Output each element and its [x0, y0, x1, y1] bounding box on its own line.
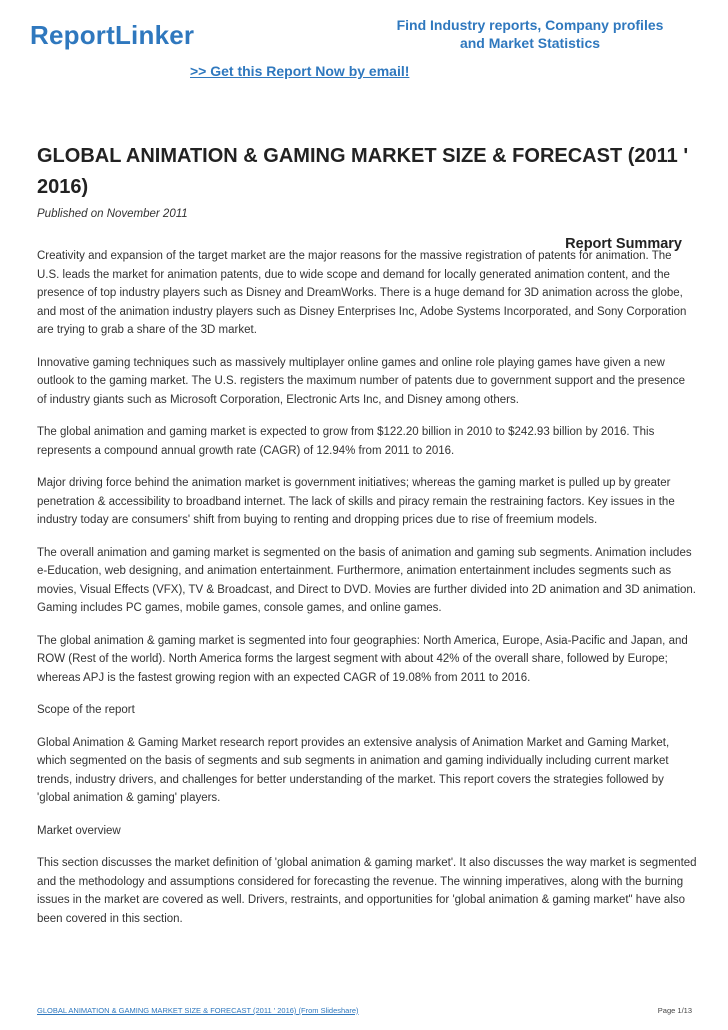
paragraph-geographies: The global animation & gaming market is segmented into four geographies: North America, Europe, Asia-Pacific and Japan, and ROW (Rest of the world). North America forms the largest segment with about 42% of the overall share, followed by Europe; whereas APJ is the fastest growing region with an expected CAGR of 19.08% from 2011 to 2016. [37, 634, 688, 684]
published-date: Published on November 2011 [37, 208, 188, 220]
section-heading-market-overview: Market overview [37, 824, 121, 837]
tagline-line-1: Find Industry reports, Company profiles [396, 17, 664, 33]
paragraph-drivers: Major driving force behind the animation market is government initiatives; whereas the gaming market is pulled up by greater penetration & accessibility to broadband internet. The lack of skills and piracy remain the restraining factors. Key issues in the industry today are consumers' shift from buying to renting and dropping prices due to rise of freemium models. [37, 477, 675, 526]
page-header [0, 0, 728, 90]
paragraph-segmentation: The overall animation and gaming market is segmented on the basis of animation and gaming sub segments. Animation includes e-Education, web designing, and animation entertainment. Furthermore, animation entertainment includes segments such as movies, Visual Effects (VFX), TV & Broadcast, and Direct to DVD. Movies are further divided into 2D animation and 3D animation. Gaming includes PC games, mobile games, console games, and online games. [37, 546, 696, 614]
page-footer [37, 1006, 692, 1020]
header-tagline [380, 16, 680, 52]
report-summary-heading: Report Summary [565, 236, 682, 252]
paragraph-market-overview: This section discusses the market definition of 'global animation & gaming market'. It also discusses the way market is segmented and the methodology and assumptions considered for forecasting the revenue. The winning imperatives, along with the burning issues in the market are covered as well. Drivers, restraints, and opportunities for 'global animation & gaming market" have also been covered in this section. [37, 857, 697, 925]
section-heading-scope: Scope of the report [37, 704, 135, 716]
footer-source-link[interactable]: GLOBAL ANIMATION & GAMING MARKET SIZE & FORECAST (2011 ' 2016) (From Slideshare) [37, 1006, 359, 1015]
reportlinker-logo[interactable]: ReportLinker [30, 20, 195, 50]
report-body [37, 247, 697, 942]
paragraph-patents-animation: Creativity and expansion of the target market are the major reasons for the massive registration of patents for animation. The U.S. leads the market for animation patents, due to wide scope and demand for locally generated animation content, and the presence of top industry players such as Disney and DreamWorks. There is a huge demand for 3D animation across the globe, and most of the animation industry players such as Disney Enterprises Inc, Adobe Systems Incorporated, and Sony Corporation are trying to grab a share of the 3D market. [37, 250, 687, 336]
report-title: GLOBAL ANIMATION & GAMING MARKET SIZE & FORECAST (2011 ' 2016) [37, 145, 689, 198]
tagline-line-2: and Market Statistics [459, 35, 601, 51]
paragraph-scope: Global Animation & Gaming Market research report provides an extensive analysis of Animation Market and Gaming Market, which segmented on the basis of segments and sub segments in animation and gaming individually including current market trends, industry drivers, and challenges for better understanding of the market. This report covers the strategies followed by 'global animation & gaming' players. [37, 736, 670, 804]
page-number: Page 1/13 [657, 1006, 692, 1015]
paragraph-gaming-techniques: Innovative gaming techniques such as massively multiplayer online games and online role playing games have given a new outlook to the gaming market. The U.S. registers the maximum number of patents due to government support and the presence of industry giants such as Microsoft Corporation, Electronic Arts Inc, and Disney among others. [37, 356, 685, 406]
paragraph-market-growth: The global animation and gaming market is expected to grow from $122.20 billion in 2010 to $242.93 billion by 2016. This represents a compound annual growth rate (CAGR) of 12.94% from 2011 to 2016. [37, 426, 655, 457]
get-report-link[interactable]: >> Get this Report Now by email! [190, 63, 410, 79]
